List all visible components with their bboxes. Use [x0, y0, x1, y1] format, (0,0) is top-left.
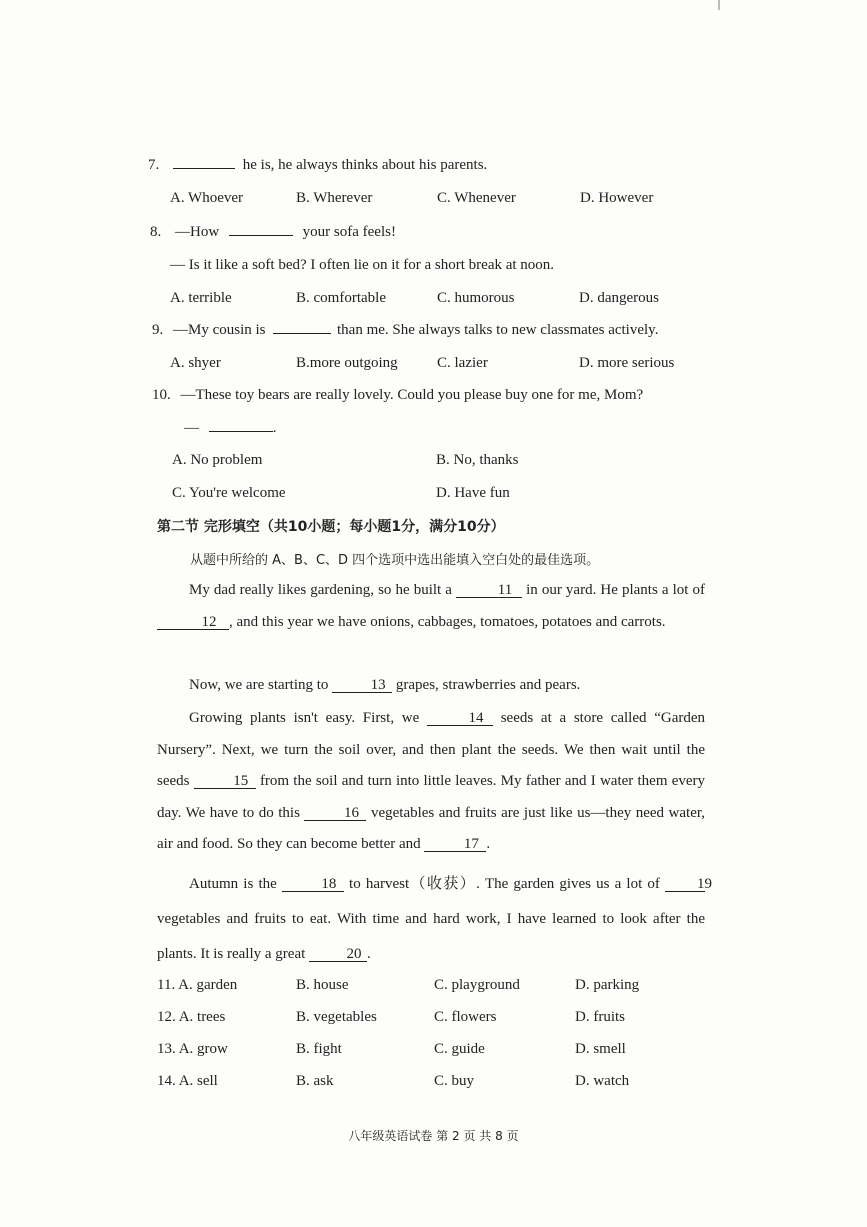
- cloze-option-row-13: [157, 1041, 228, 1058]
- question-text-pre: —How: [175, 224, 220, 240]
- passage-text: seeds at a store called “Garden Nursery”. Next, we turn the soil over, and then plant the seeds. We then wait until the seeds: [157, 710, 706, 789]
- option-number: 11.: [157, 977, 176, 993]
- section-title: 第二节 完形填空（共10小题；每小题1分，满分10分）: [157, 519, 505, 535]
- question-8-reply: — Is it like a soft bed? I often lie on it for a short break at noon.: [170, 257, 555, 273]
- option-d: D. dangerous: [579, 290, 659, 306]
- option-c: C. humorous: [437, 290, 515, 306]
- option-b: B. vegetables: [296, 1009, 377, 1025]
- option-c: C. playground: [434, 977, 520, 993]
- passage-text: Growing plants isn't easy. First, we: [189, 710, 420, 726]
- passage-text: grapes, strawberries and pears.: [395, 677, 581, 693]
- option-number: 12.: [157, 1009, 176, 1025]
- option-c: C. lazier: [437, 355, 488, 371]
- dash: —: [184, 420, 199, 436]
- option-d: D. However: [580, 190, 654, 206]
- passage-paragraph-1: [157, 575, 705, 638]
- cloze-blank-16: 16: [304, 806, 366, 821]
- passage-text: to harvest（收获）. The garden gives us a lot of: [349, 876, 660, 892]
- question-text: —These toy bears are really lovely. Could you please buy one for me, Mom?: [180, 387, 644, 403]
- cloze-blank-13: 13: [332, 678, 392, 693]
- cloze-blank-19: 19: [665, 877, 705, 892]
- question-text: he is, he always thinks about his parents.: [242, 157, 488, 173]
- option-a: A. garden: [178, 977, 238, 993]
- section-instruction: 从题中所给的 A、B、C、D 四个选项中选出能填入空白处的最佳选项。: [190, 553, 600, 568]
- passage-text: .: [367, 946, 371, 962]
- option-b: B. ask: [296, 1073, 334, 1089]
- option-number: 13.: [157, 1041, 176, 1057]
- option-c: C. You're welcome: [172, 485, 286, 501]
- cloze-option-row-11: [157, 977, 237, 994]
- question-10-stem: [152, 387, 643, 404]
- question-7-stem: [148, 157, 487, 174]
- page-footer: 八年级英语试卷 第 2 页 共 8 页: [348, 1129, 519, 1143]
- passage-paragraph-2: [157, 670, 705, 702]
- option-b: B. No, thanks: [436, 452, 519, 468]
- option-c: C. buy: [434, 1073, 475, 1089]
- passage-text: from the soil and turn into little leaves. My father and I water them every day. We have to do this: [157, 773, 706, 821]
- question-9-stem: [152, 322, 658, 339]
- cloze-blank-14: 14: [427, 711, 493, 726]
- option-a: A. trees: [178, 1009, 226, 1025]
- passage-paragraph-4: [157, 867, 713, 972]
- passage-text: , and this year we have onions, cabbages, tomatoes, potatoes and carrots.: [229, 613, 666, 630]
- scan-mark: [718, 0, 720, 10]
- option-c: C. guide: [434, 1041, 485, 1057]
- option-d: D. fruits: [575, 1009, 625, 1025]
- option-d: D. parking: [575, 977, 640, 993]
- cloze-blank-17: 17: [424, 837, 486, 852]
- option-d: D. Have fun: [436, 485, 510, 501]
- question-number: 7.: [148, 157, 160, 173]
- question-text: your sofa feels!: [302, 224, 396, 240]
- cloze-blank-15: 15: [194, 774, 256, 789]
- passage-text: vegetables and fruits to eat. With time and hard work, I have learned to look after the plants. It is really a great: [157, 911, 705, 962]
- option-c: C. flowers: [434, 1009, 497, 1025]
- answer-blank: [229, 235, 293, 236]
- option-b: B.more outgoing: [296, 355, 398, 371]
- option-number: 14.: [157, 1073, 176, 1089]
- option-b: B. house: [296, 977, 349, 993]
- option-a: A. No problem: [172, 452, 263, 468]
- period: .: [272, 420, 277, 436]
- option-b: B. Wherever: [296, 190, 373, 206]
- cloze-blank-18: 18: [282, 877, 344, 892]
- option-b: B. fight: [296, 1041, 342, 1057]
- cloze-blank-20: 20: [309, 947, 367, 962]
- passage-text: Autumn is the: [189, 876, 277, 892]
- question-text-pre: —My cousin is: [173, 322, 266, 338]
- question-number: 9.: [152, 322, 164, 338]
- option-b: B. comfortable: [296, 290, 386, 306]
- option-a: A. shyer: [170, 355, 221, 371]
- cloze-option-row-12: [157, 1009, 225, 1026]
- answer-blank: [209, 431, 273, 432]
- question-number: 10.: [152, 387, 171, 403]
- cloze-option-row-14: [157, 1073, 218, 1090]
- question-8-stem: [150, 224, 396, 241]
- passage-text: in our yard. He plants a lot of: [526, 582, 706, 598]
- option-d: D. watch: [575, 1073, 630, 1089]
- cloze-blank-11: 11: [456, 583, 522, 598]
- option-d: D. more serious: [579, 355, 675, 371]
- cloze-blank-12: 12: [157, 615, 229, 630]
- question-10-reply: [184, 420, 277, 437]
- passage-text: .: [486, 836, 491, 852]
- answer-blank: [273, 333, 331, 334]
- passage-text: Now, we are starting to: [189, 677, 329, 693]
- option-a: A. terrible: [170, 290, 232, 306]
- passage-text: My dad really likes gardening, so he built a: [189, 582, 452, 598]
- passage-paragraph-3: [157, 703, 705, 861]
- option-a: A. grow: [178, 1041, 228, 1057]
- passage-text: vegetables and fruits are just like us—they need water, air and food. So they can become better and: [157, 804, 706, 852]
- question-text: than me. She always talks to new classmates actively.: [337, 322, 659, 338]
- option-a: A. sell: [178, 1073, 218, 1089]
- option-c: C. Whenever: [437, 190, 516, 206]
- answer-blank: [173, 168, 235, 169]
- question-number: 8.: [150, 224, 162, 240]
- option-d: D. smell: [575, 1041, 626, 1057]
- option-a: A. Whoever: [170, 190, 244, 206]
